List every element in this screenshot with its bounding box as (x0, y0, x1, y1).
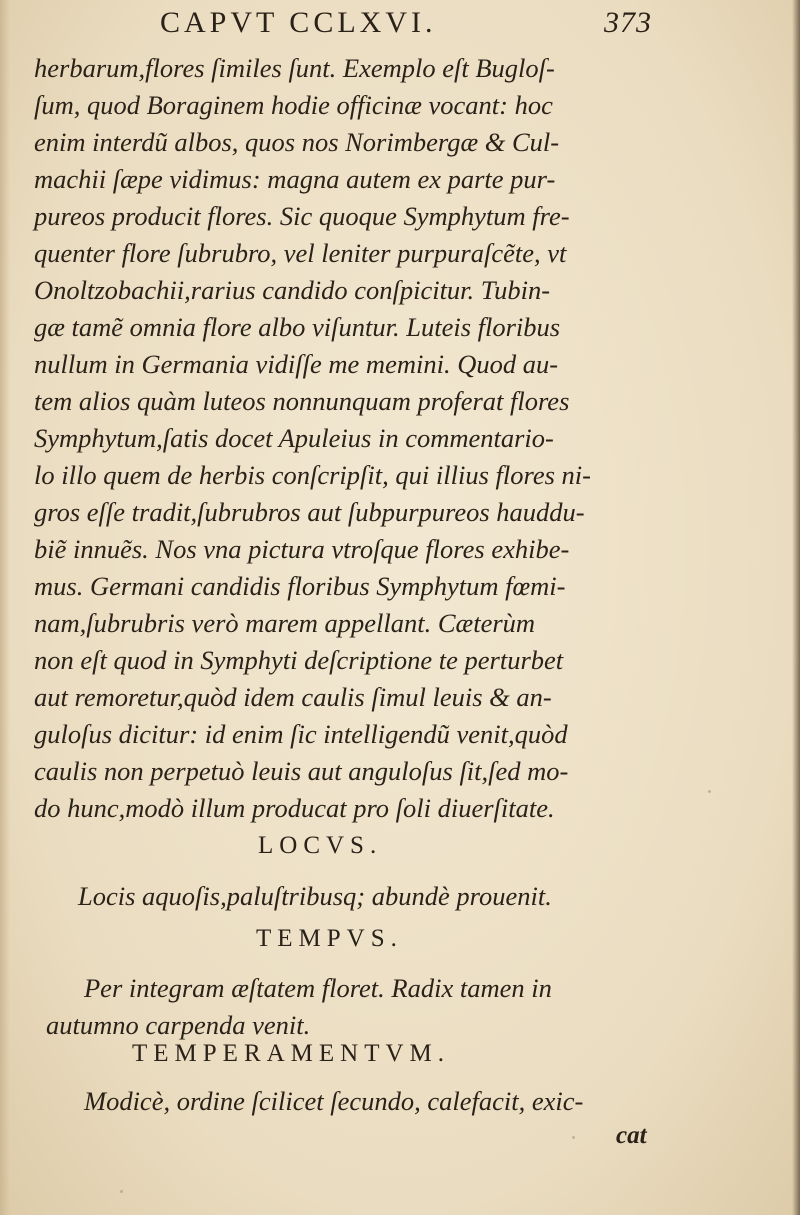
text-line: enim interdũ albos, quos nos Norimbergæ & Cul- (34, 127, 560, 157)
paper-fleck (708, 790, 711, 793)
text-line: lo illo quem de herbis conſcripſit, qui illius flores ni- (34, 460, 591, 490)
page-right-edge-shadow (792, 0, 800, 1215)
chapter-heading: CAPVT CCLXVI. (160, 6, 437, 39)
temperamentum-heading: TEMPERAMENTVM. (132, 1040, 451, 1067)
page-number: 373 (604, 6, 652, 39)
text-line: caulis non perpetuò leuis aut anguloſus ſit,ſed mo- (34, 756, 569, 786)
tempus-paragraph (46, 970, 552, 1044)
text-line: herbarum,flores ſimiles ſunt. Exemplo eſt Bugloſ- (34, 53, 555, 83)
text-line: mus. Germani candidis floribus Symphytum fœmi- (34, 571, 566, 601)
text-line: quenter flore ſubrubro, vel leniter purpuraſcẽte, vt (34, 238, 567, 268)
text-line: pureos producit flores. Sic quoque Symphytum fre- (34, 201, 570, 231)
text-line: gæ tamẽ omnia flore albo viſuntur. Luteis floribus (34, 312, 561, 342)
main-paragraph (34, 50, 664, 827)
text-line: ſum, quod Boraginem hodie officinæ vocant: hoc (34, 90, 553, 120)
tempus-heading: TEMPVS. (256, 925, 403, 952)
text-line: nullum in Germania vidiſſe me memini. Quod au- (34, 349, 559, 379)
text-line: autumno carpenda venit. (46, 1010, 311, 1040)
text-line: biẽ innuẽs. Nos vna pictura vtroſque flores exhibe- (34, 534, 570, 564)
text-line: aut remoretur,quòd idem caulis ſimul leuis & an- (34, 682, 552, 712)
text-line: Per integram æſtatem floret. Radix tamen in (84, 973, 552, 1003)
page-left-edge-shadow (0, 0, 10, 1215)
paper-fleck (120, 1190, 123, 1193)
text-line: machii ſæpe vidimus: magna autem ex parte pur- (34, 164, 556, 194)
text-line: guloſus dicitur: id enim ſic intelligendũ venit,quòd (34, 719, 568, 749)
text-line: do hunc,modò illum producat pro ſoli diuerſitate. (34, 793, 555, 823)
text-line: tem alios quàm luteos nonnunquam proferat flores (34, 386, 570, 416)
text-line: nam,ſubrubris verò marem appellant. Cæterùm (34, 608, 536, 638)
locus-paragraph (78, 878, 552, 915)
temperamentum-paragraph (84, 1083, 583, 1120)
text-line: non eſt quod in Symphyti deſcriptione te perturbet (34, 645, 564, 675)
paper-fleck (572, 1136, 575, 1139)
running-head (160, 6, 660, 46)
text-line: Locis aquoſis,paluſtribusq; abundè prouenit. (78, 881, 552, 911)
locus-heading: LOCVS. (258, 832, 383, 859)
text-line: Symphytum,ſatis docet Apuleius in commentario- (34, 423, 554, 453)
text-line: Onoltzobachii,rarius candido conſpicitur. Tubin- (34, 275, 551, 305)
catchword: cat (616, 1122, 647, 1149)
text-line: Modicè, ordine ſcilicet ſecundo, calefacit, exic- (84, 1086, 584, 1116)
text-line: gros eſſe tradit,ſubrubros aut ſubpurpureos hauddu- (34, 497, 585, 527)
